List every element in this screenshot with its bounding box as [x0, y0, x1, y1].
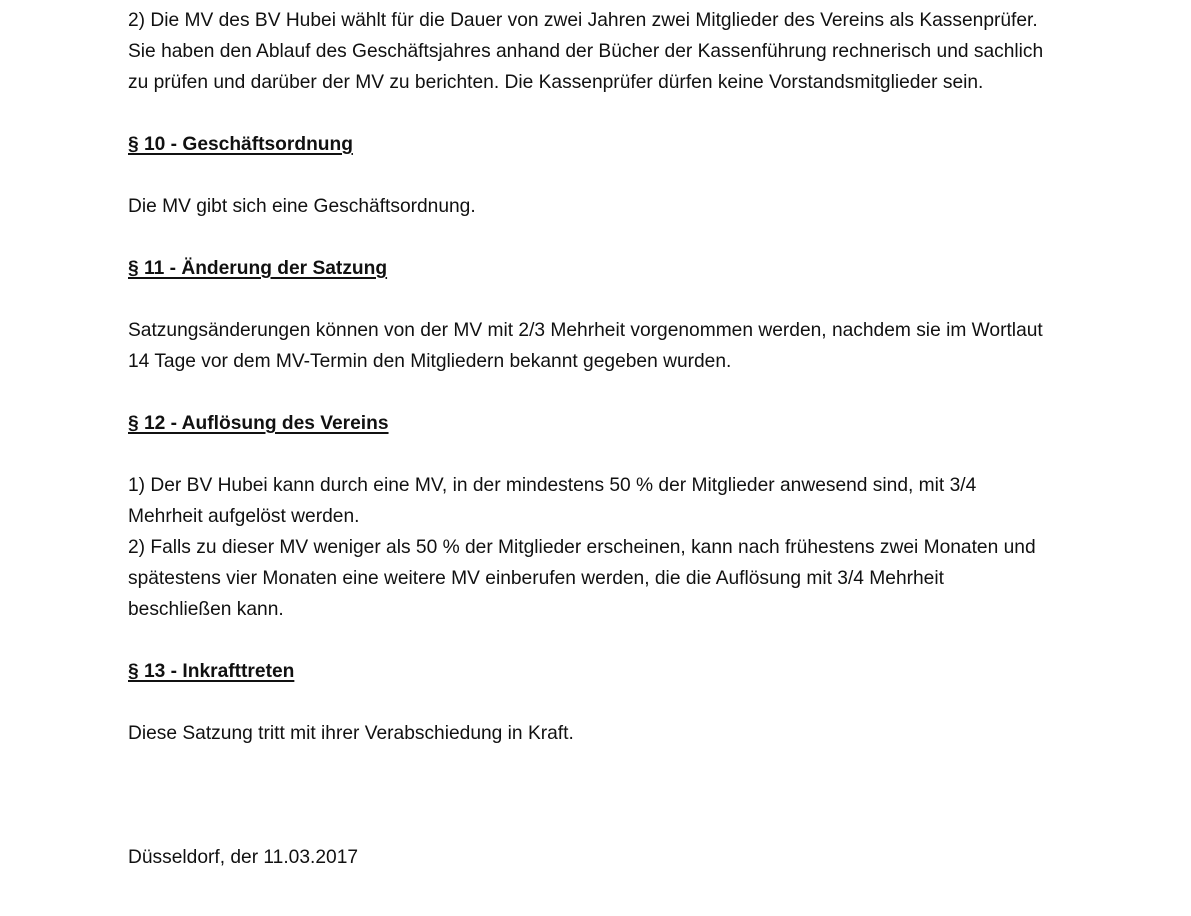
text-line: 2) Falls zu dieser MV weniger als 50 % der Mitglieder erscheinen, kann nach frühestens zwei Monaten und — [128, 537, 1036, 558]
text-line: beschließen kann. — [128, 599, 284, 620]
section-10-heading: § 10 - Geschäftsordnung — [128, 134, 353, 155]
section-11-text — [128, 315, 1108, 377]
section-11-heading: § 11 - Änderung der Satzung — [128, 258, 388, 279]
text-line: Satzungsänderungen können von der MV mit 2/3 Mehrheit vorgenommen werden, nachdem sie im Wortlaut — [128, 320, 1043, 341]
text-line: 2) Die MV des BV Hubei wählt für die Dauer von zwei Jahren zwei Mitglieder des Vereins als Kassenprüfer. — [128, 10, 1038, 31]
paragraph-9-2 — [128, 5, 1108, 98]
text-line: 1) Der BV Hubei kann durch eine MV, in der mindestens 50 % der Mitglieder anwesend sind, mit 3/4 — [128, 475, 977, 496]
section-12-heading: § 12 - Auflösung des Vereins — [128, 413, 389, 434]
section-10-text: Die MV gibt sich eine Geschäftsordnung. — [128, 196, 476, 217]
text-line: Mehrheit aufgelöst werden. — [128, 506, 360, 527]
section-12-text — [128, 470, 1108, 625]
section-13-heading: § 13 - Inkrafttreten — [128, 661, 295, 682]
text-line: Sie haben den Ablauf des Geschäftsjahres anhand der Bücher der Kassenführung rechnerisch und sachlich — [128, 41, 1044, 62]
signature-place-date: Düsseldorf, der 11.03.2017 — [128, 847, 359, 868]
document-page — [128, 5, 1108, 873]
text-line: zu prüfen und darüber der MV zu berichten. Die Kassenprüfer dürfen keine Vorstandsmitglieder sein. — [128, 72, 984, 93]
text-line: 14 Tage vor dem MV-Termin den Mitgliedern bekannt gegeben wurden. — [128, 351, 732, 372]
text-line: spätestens vier Monaten eine weitere MV einberufen werden, die die Auflösung mit 3/4 Mehrheit — [128, 568, 944, 589]
section-13-text: Diese Satzung tritt mit ihrer Verabschiedung in Kraft. — [128, 723, 574, 744]
